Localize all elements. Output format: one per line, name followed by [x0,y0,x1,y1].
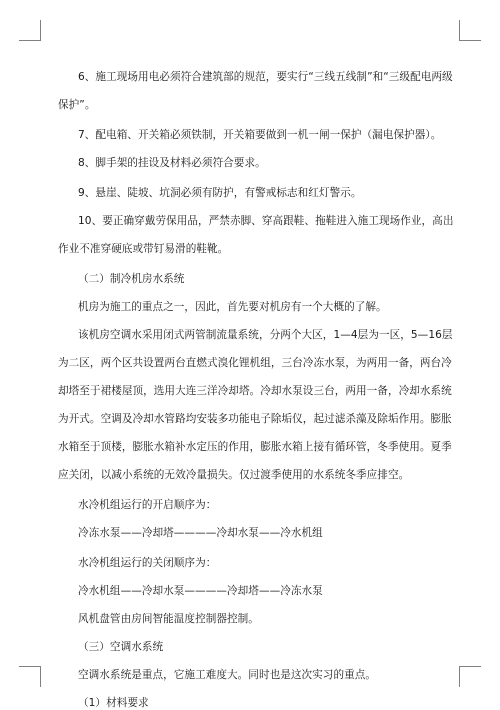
section-heading: （二）制冷机房水系统 [78,273,185,285]
subsection-heading: （1）材料要求 [78,697,149,709]
paragraph-line: 该机房空调水采用闭式两管制流量系统，分两个大区，1—4层为一区，5—16层 [78,329,453,341]
paragraph-line: 机房为施工的重点之一，因此，首先要对机房有一个大概的了解。 [78,301,387,313]
crop-mark-top-left-horizontal [19,40,41,41]
paragraph-line: 作业不准穿硬底或带钉易滑的鞋靴。 [58,243,229,255]
crop-mark-top-left-vertical [40,20,41,41]
paragraph-line: 冷冻水泵——冷却塔————冷却水泵——冷水机组 [78,527,323,539]
paragraph-line: 水箱至于顶楼，膨胀水箱补水定压的作用，膨胀水箱上接有循环管，冬季使用。夏季 [58,441,452,453]
paragraph-line: 7、配电箱、开关箱必须铁制，开关箱要做到一机一闸一保护（漏电保护器）。 [78,129,442,141]
crop-mark-top-right-horizontal [459,40,481,41]
paragraph-line: 6、施工现场用电必须符合建筑部的规范，要实行“三线五线制”和“三级配电两级 [78,71,453,83]
crop-mark-bottom-left-horizontal [19,666,41,667]
paragraph-line: 风机盘管由房间智能温度控制器控制。 [78,613,259,625]
paragraph-line: 为开式。空调及冷却水管路均安装多功能电子除垢仪，起过滤杀藻及除垢作用。膨胀 [58,413,452,425]
paragraph-line: 水冷机组运行的开启顺序为： [78,499,217,511]
crop-mark-top-right-vertical [459,20,460,41]
paragraph-line: 10、要正确穿戴劳保用品，严禁赤脚、穿高跟鞋、拖鞋进入施工现场作业，高出 [78,215,454,227]
section-heading: （三）空调水系统 [78,641,164,653]
crop-mark-bottom-right-horizontal [459,666,481,667]
paragraph-line: 保护”。 [58,99,96,111]
crop-mark-bottom-right-vertical [459,666,460,687]
paragraph-line: 应关闭，以减小系统的无效冷量损失。仅过渡季使用的水系统冬季应排空。 [58,469,410,481]
paragraph-line: 8、脚手架的挂设及材料必须符合要求。 [78,157,266,169]
crop-mark-bottom-left-vertical [40,666,41,687]
paragraph-line: 为二区，两个区共设置两台直燃式溴化锂机组，三台冷冻水泵，为两用一备，两台冷 [58,357,452,369]
paragraph-line: 冷水机组——冷却水泵————冷却塔——冷冻水泵 [78,585,323,597]
paragraph-line: 水冷机组运行的关闭顺序为： [78,557,217,569]
paragraph-line: 9、悬崖、陡坡、坑洞必须有防护，有警戒标志和红灯警示。 [78,187,362,199]
paragraph-line: 空调水系统是重点，它施工难度大。同时也是这次实习的重点。 [78,669,377,681]
paragraph-line: 却塔至于裙楼屋顶，选用大连三洋冷却塔。冷却水泵设三台，两用一备，冷却水系统 [58,385,452,397]
